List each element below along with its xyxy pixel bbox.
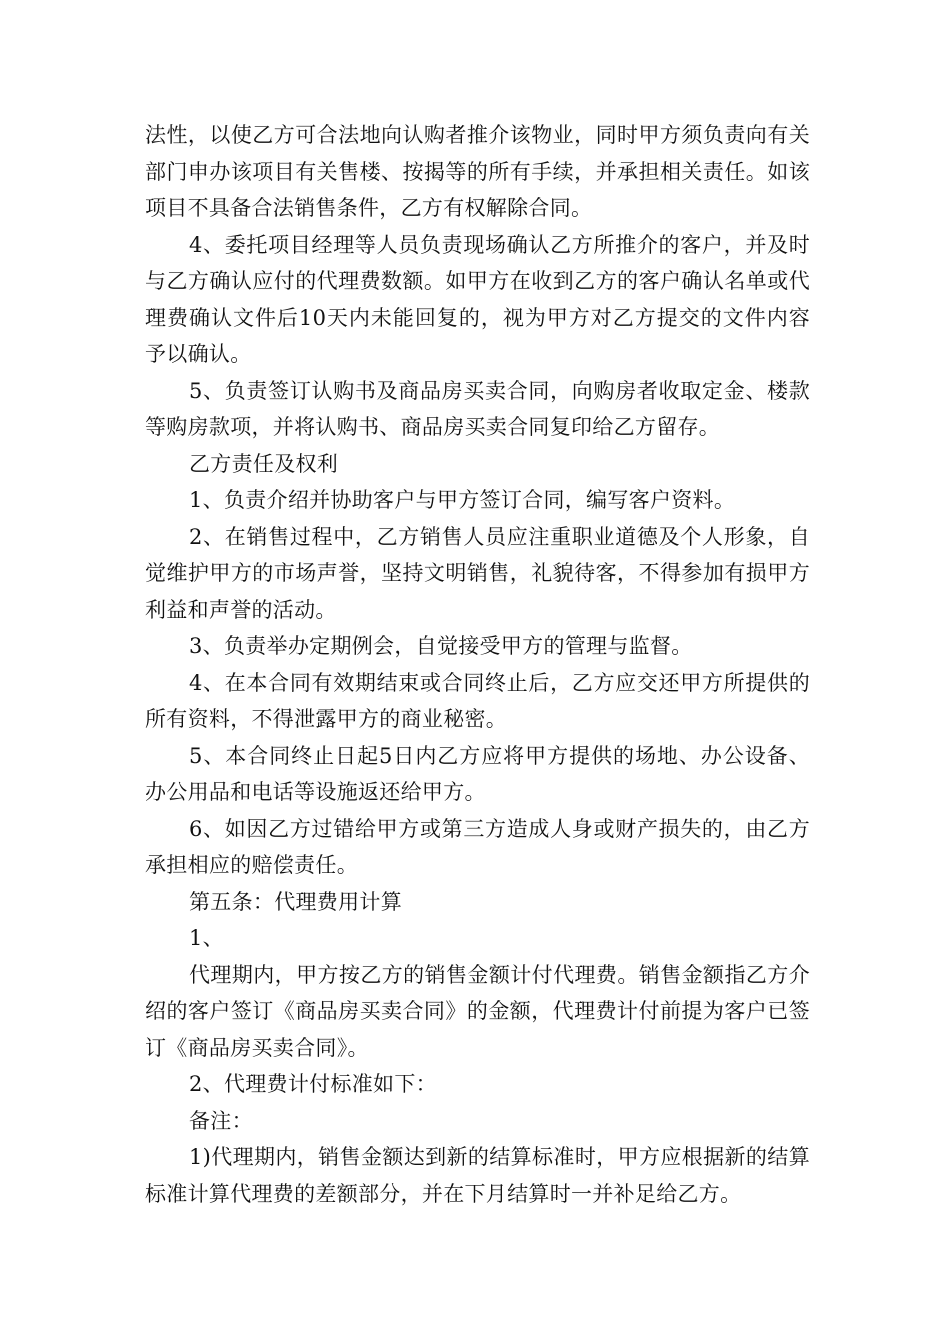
paragraph-remark-1: 1)代理期内，销售金额达到新的结算标准时，甲方应根据新的结算标准计算代理费的差额部分，并在下月结算时一并补足给乙方。 bbox=[145, 1145, 810, 1206]
paragraph-remarks-label: 备注： bbox=[189, 1108, 253, 1133]
article-heading-fee-calculation: 第五条：代理费用计算 bbox=[189, 889, 402, 914]
document-body bbox=[145, 117, 810, 1212]
paragraph-party-b-item-1: 1、负责介绍并协助客户与甲方签订合同，编写客户资料。 bbox=[189, 488, 736, 512]
paragraph-continuation: 法性，以使乙方可合法地向认购者推介该物业，同时甲方须负责向有关部门申办该项目有关售楼、按揭等的所有手续，并承担相关责任。如该项目不具备合法销售条件，乙方有权解除合同。 bbox=[145, 123, 810, 220]
paragraph-party-b-item-5: 5、本合同终止日起5日内乙方应将甲方提供的场地、办公设备、办公用品和电话等设施返还给甲方。 bbox=[145, 743, 810, 804]
section-heading-party-b: 乙方责任及权利 bbox=[189, 451, 339, 476]
paragraph-party-a-item-5: 5、负责签订认购书及商品房买卖合同，向购房者收取定金、楼款等购房款项，并将认购书、商品房买卖合同复印给乙方留存。 bbox=[145, 378, 810, 439]
paragraph-party-b-item-3: 3、负责举办定期例会，自觉接受甲方的管理与监督。 bbox=[189, 634, 693, 658]
paragraph-party-b-item-4: 4、在本合同有效期结束或合同终止后，乙方应交还甲方所提供的所有资料，不得泄露甲方的商业秘密。 bbox=[145, 670, 810, 731]
paragraph-fee-item-1-body: 代理期内，甲方按乙方的销售金额计付代理费。销售金额指乙方介绍的客户签订《商品房买卖合同》的金额，代理费计付前提为客户已签订《商品房买卖合同》。 bbox=[145, 962, 810, 1060]
paragraph-party-b-item-6: 6、如因乙方过错给甲方或第三方造成人身或财产损失的，由乙方承担相应的赔偿责任。 bbox=[145, 816, 810, 877]
paragraph-fee-item-1-number: 1、 bbox=[189, 926, 224, 950]
paragraph-party-b-item-2: 2、在销售过程中，乙方销售人员应注重职业道德及个人形象，自觉维护甲方的市场声誉，坚持文明销售，礼貌待客，不得参加有损甲方利益和声誉的活动。 bbox=[145, 524, 810, 622]
paragraph-party-a-item-4: 4、委托项目经理等人员负责现场确认乙方所推介的客户，并及时与乙方确认应付的代理费数额。如甲方在收到乙方的客户确认名单或代理费确认文件后10天内未能回复的，视为甲方对乙方提交的文件内容予以确认。 bbox=[145, 232, 810, 366]
paragraph-fee-item-2: 2、代理费计付标准如下： bbox=[189, 1072, 437, 1096]
